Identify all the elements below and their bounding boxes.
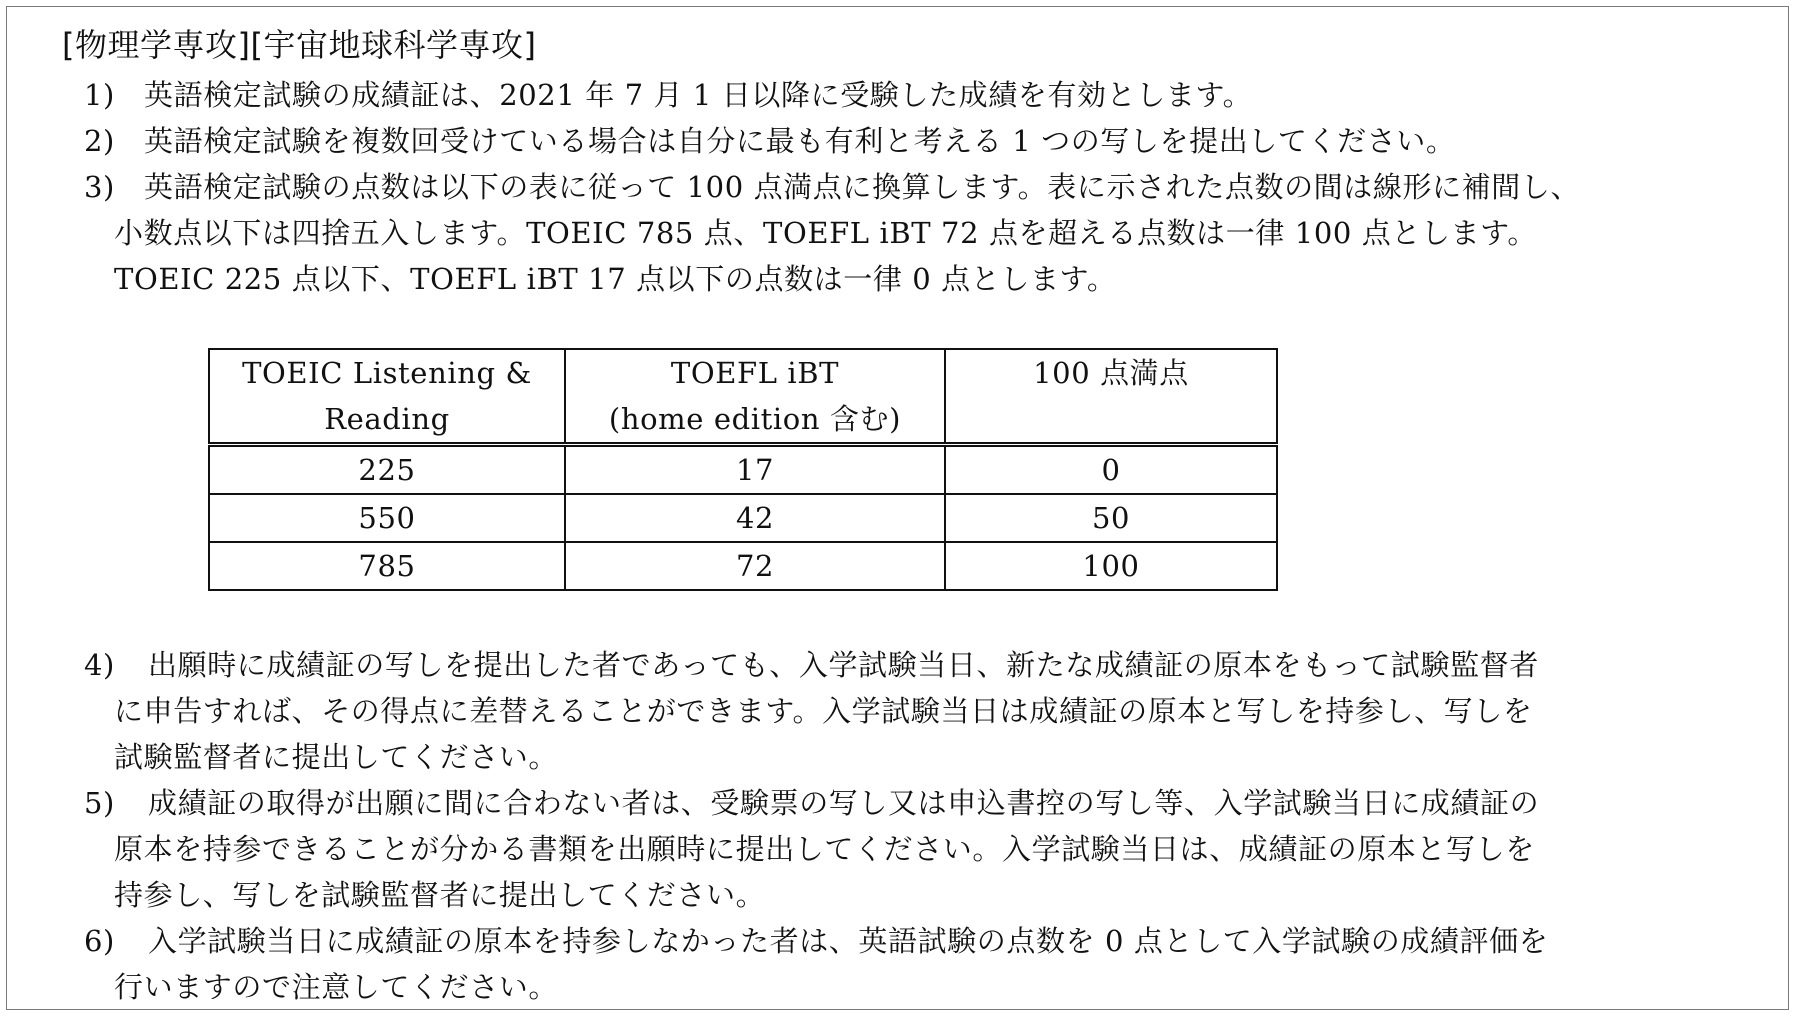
- item-3-text-line-3: TOEIC 225 点以下、TOEFL iBT 17 点以下の点数は一律 0 点とします。: [114, 262, 1117, 296]
- item-5-text-line-2: 原本を持参できることが分かる書類を出願時に提出してください。入学試験当日は、成績証の原本と写しを: [114, 832, 1535, 866]
- item-4-number: 4): [84, 648, 115, 682]
- table-row: [209, 494, 1277, 542]
- header-100-point-line-1: 100 点満点: [1033, 356, 1189, 390]
- item-5-text-line-3: 持参し、写しを試験監督者に提出してください。: [114, 878, 766, 912]
- cell-score: 100: [945, 542, 1277, 590]
- section-heading: [物理学専攻][宇宙地球科学専攻]: [62, 26, 537, 64]
- item-3-text-line-2: 小数点以下は四捨五入します。TOEIC 785 点、TOEFL iBT 72 点を超える点数は一律 100 点とします。: [114, 216, 1538, 250]
- cell-toeic: 225: [209, 445, 565, 495]
- item-3-text-line-1: 英語検定試験の点数は以下の表に従って 100 点満点に換算します。表に示された点数の間は線形に補間し、: [144, 170, 1581, 204]
- header-toeic-line-1: TOEIC Listening &: [242, 356, 532, 390]
- item-4-text-line-3: 試験監督者に提出してください。: [114, 740, 559, 774]
- cell-score: 50: [945, 494, 1277, 542]
- header-toeic: [209, 349, 565, 445]
- item-5-number: 5): [84, 786, 115, 820]
- item-5-text-line-1: 成績証の取得が出願に間に合わない者は、受験票の写し又は申込書控の写し等、入学試験当日に成績証の: [148, 786, 1540, 820]
- item-6-number: 6): [84, 924, 115, 958]
- cell-toeic: 550: [209, 494, 565, 542]
- score-conversion-table: [208, 348, 1278, 591]
- header-toefl-line-1: TOEFL iBT: [670, 356, 840, 390]
- header-toefl-line-2: (home edition 含む): [608, 402, 902, 436]
- cell-score: 0: [945, 445, 1277, 495]
- header-toeic-line-2: Reading: [324, 402, 450, 436]
- item-3-number: 3): [84, 170, 115, 204]
- item-4-text-line-1: 出願時に成績証の写しを提出した者であっても、入学試験当日、新たな成績証の原本をもって試験監督者: [148, 648, 1539, 682]
- table-header-row: [209, 349, 1277, 445]
- cell-toeic: 785: [209, 542, 565, 590]
- item-2-number: 2): [84, 124, 115, 158]
- item-6-text-line-1: 入学試験当日に成績証の原本を持参しなかった者は、英語試験の点数を 0 点として入学試験の成績評価を: [148, 924, 1549, 958]
- table-row: [209, 542, 1277, 590]
- item-4-text-line-2: に申告すれば、その得点に差替えることができます。入学試験当日は成績証の原本と写しを持参し、写しを: [114, 694, 1533, 728]
- table-row: [209, 445, 1277, 495]
- item-1-text: 英語検定試験の成績証は、2021 年 7 月 1 日以降に受験した成績を有効とします。: [144, 78, 1253, 112]
- item-1-number: 1): [84, 78, 115, 112]
- item-2-text: 英語検定試験を複数回受けている場合は自分に最も有利と考える 1 つの写しを提出してください。: [144, 124, 1456, 158]
- header-100-point: [945, 349, 1277, 445]
- cell-toefl: 72: [565, 542, 945, 590]
- cell-toefl: 17: [565, 445, 945, 495]
- cell-toefl: 42: [565, 494, 945, 542]
- item-6-text-line-2: 行いますので注意してください。: [114, 970, 559, 1004]
- header-toefl: [565, 349, 945, 445]
